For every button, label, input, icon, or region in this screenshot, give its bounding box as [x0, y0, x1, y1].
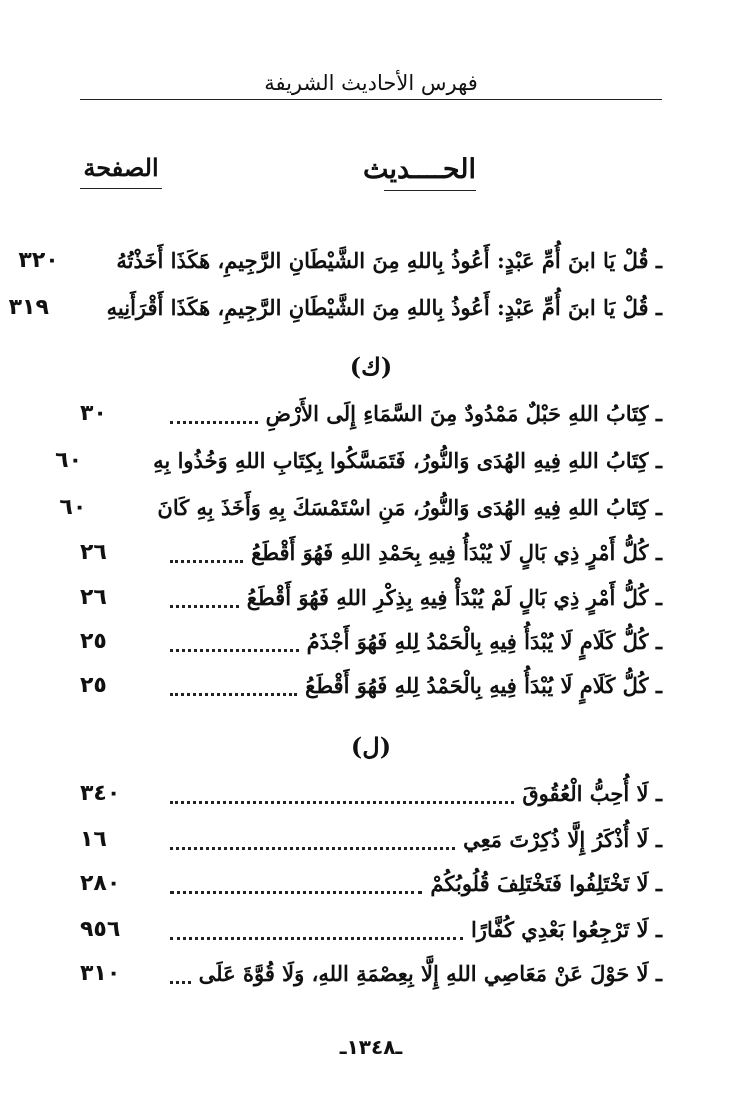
entry-text: ـ كُلُّ أَمْرٍ ذِي بَالٍ لَا يُبْدَأُ فِيهِ بِحَمْدِ اللهِ فَهُوَ أَقْطَعُ [251, 540, 662, 565]
index-entry [80, 864, 662, 904]
entry-text: ـ كُلُّ أَمْرٍ ذِي بَالٍ لَمْ يُبْدَأْ فِيهِ بِذِكْرِ اللهِ فَهُوَ أَقْطَعُ [246, 585, 662, 610]
entry-page: ٣١٩ [8, 295, 49, 320]
letter-heading-lam: (ل) [350, 732, 392, 761]
entry-page: ٢٥ [80, 673, 107, 698]
entry-text: ـ لَا أُحِبُّ الْعُقُوقَ [522, 781, 662, 806]
dot-leader [170, 605, 239, 608]
dot-leader [170, 421, 258, 424]
entry-page: ٦٠ [55, 448, 83, 473]
dot-leader [170, 801, 514, 804]
index-entry [80, 578, 662, 618]
column-heading-hadith: الحــــديث [384, 150, 476, 191]
entry-page: ٢٥ [80, 629, 107, 654]
entry-text: ـ كُلُّ كَلَامٍ لَا يُبْدَأُ فِيهِ بِالْحَمْدُ لِلهِ فَهُوَ أَقْطَعُ [305, 673, 662, 698]
entry-text: ـ قُلْ يَا ابنَ أُمِّ عَبْدٍ: أَعُوذُ بِاللهِ مِنَ الشَّيْطَانِ الرَّجِيمِ، هَكَذَا أَخَذْتُهُ [116, 248, 662, 273]
entry-page: ٣٤٠ [80, 781, 121, 806]
entry-page: ٦٠ [59, 495, 87, 520]
entry-page: ٩٥٦ [80, 917, 121, 942]
dot-leader [170, 981, 191, 984]
index-entry [80, 394, 662, 434]
dot-leader [170, 560, 243, 563]
entry-page: ٢٦ [80, 585, 107, 610]
entry-page: ١٦ [80, 827, 107, 852]
header-rule [80, 99, 662, 100]
index-entry [80, 820, 662, 860]
letter-heading-kaf: (ك) [349, 352, 393, 381]
index-entry [59, 488, 662, 528]
entry-text: ـ لَا حَوْلَ عَنْ مَعَاصِي اللهِ إِلَّا بِعِصْمَةِ اللهِ، وَلَا قُوَّةَ عَلَى [198, 961, 662, 986]
dot-leader [170, 693, 297, 696]
entry-text: ـ قُلْ يَا ابنَ أُمِّ عَبْدٍ: أَعُوذُ بِاللهِ مِنَ الشَّيْطَانِ الرَّجِيمِ، هَكَذَا أَقْرَأَنِيهِ [106, 295, 662, 320]
index-entry [80, 622, 662, 662]
index-entry [55, 441, 662, 481]
entry-page: ٣٢٠ [18, 248, 59, 273]
index-entry [8, 288, 662, 328]
dot-leader [170, 891, 422, 894]
dot-leader [170, 847, 455, 850]
entry-page: ٣١٠ [80, 961, 121, 986]
entry-page: ٢٦ [80, 540, 107, 565]
index-entry [80, 533, 662, 573]
entry-text: ـ كِتَابُ اللهِ حَبْلٌ مَمْدُودٌ مِنَ السَّمَاءِ إِلَى الأَرْضِ [265, 401, 662, 426]
index-entry [80, 666, 662, 706]
page-number: ـ١٣٤٨ـ [339, 1035, 403, 1059]
entry-text: ـ لَا تَرْجِعُوا بَعْدِي كُفَّارًا [470, 917, 662, 942]
entry-text: ـ كُلُّ كَلَامٍ لَا يُبْدَأُ فِيهِ بِالْحَمْدُ لِلهِ فَهُوَ أَجْذَمُ [306, 629, 662, 654]
entry-page: ٣٠ [80, 401, 107, 426]
entry-page: ٢٨٠ [80, 871, 121, 896]
index-entry [18, 241, 662, 281]
dot-leader [170, 649, 299, 652]
index-entry [80, 910, 662, 950]
dot-leader [170, 937, 463, 940]
entry-text: ـ لَا أُذْكَرُ إِلَّا ذُكِرْتَ مَعِي [463, 827, 662, 852]
column-heading-page: الصفحة [80, 148, 162, 189]
index-entry [80, 954, 662, 994]
running-header: فهرس الأحاديث الشريفة [264, 71, 478, 95]
index-entry [80, 774, 662, 814]
entry-text: ـ كِتَابُ اللهِ فِيهِ الهُدَى وَالنُّورُ، مَنِ اسْتَمْسَكَ بِهِ وَأَخَذَ بِهِ كَانَ [157, 495, 662, 520]
entry-text: ـ كِتَابُ اللهِ فِيهِ الهُدَى وَالنُّورُ، فَتَمَسَّكُوا بِكِتَابِ اللهِ وَخُذُوا بِهِ [153, 448, 662, 473]
entry-text: ـ لَا تَخْتَلِفُوا فَتَخْتَلِفَ قُلُوبُكُمْ [430, 871, 662, 896]
